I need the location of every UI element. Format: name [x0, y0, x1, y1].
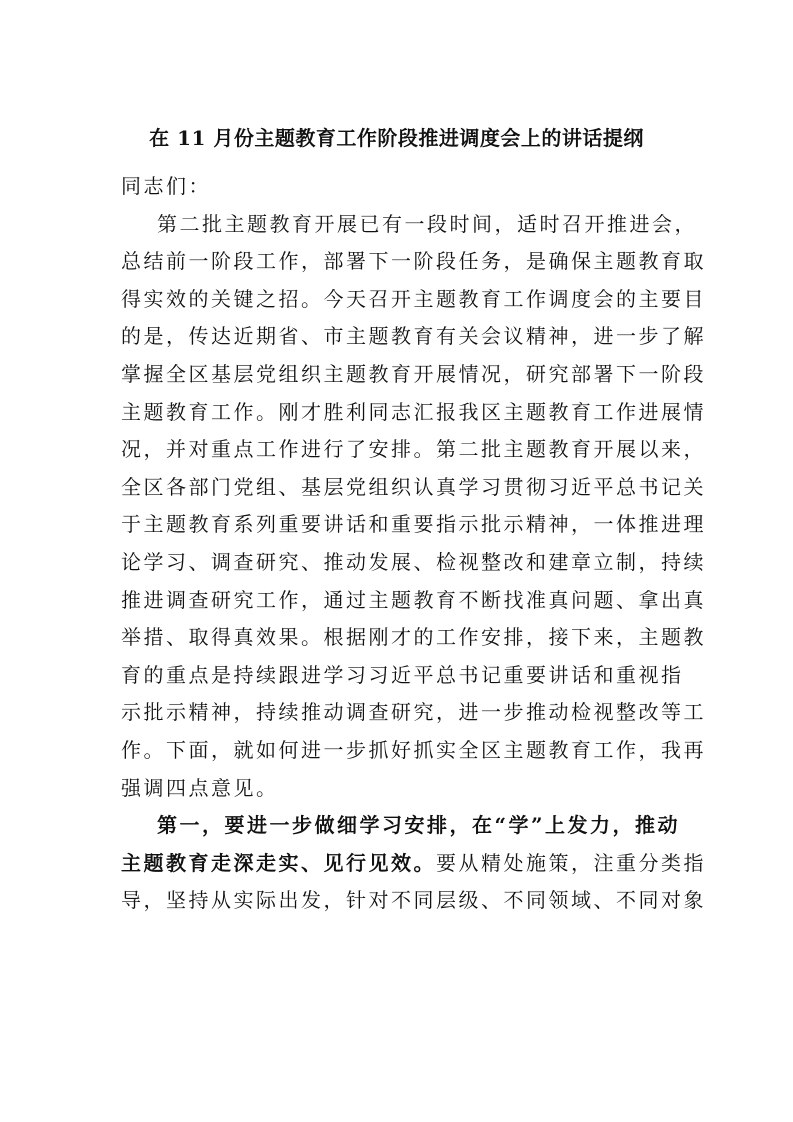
document-body	[121, 168, 706, 920]
paragraph-line: 强调四点意见。	[121, 775, 279, 800]
paragraph-line: 育的重点是持续跟进学习习近平总书记重要讲话和重视指	[121, 662, 684, 687]
point-one-heading-end: 主题教育走深走实、见行见效。	[121, 850, 436, 875]
paragraph-line: 第二批主题教育开展已有一段时间，适时召开推进会，	[157, 211, 697, 236]
paragraph-line: 举措、取得真效果。根据刚才的工作安排，接下来，主题教	[121, 625, 706, 650]
paragraph-line: 作。下面，就如何进一步抓好抓实全区主题教育工作，我再	[121, 737, 706, 762]
paragraph-line: 主题教育工作。刚才胜利同志汇报我区主题教育工作进展情	[121, 399, 706, 424]
salutation: 同志们：	[121, 174, 211, 198]
document-title: 在 11 月份主题教育工作阶段推进调度会上的讲话提纲	[149, 126, 644, 150]
paragraph-line: 的是，传达近期省、市主题教育有关会议精神，进一步了解	[121, 324, 706, 349]
paragraph-line: 得实效的关键之招。今天召开主题教育工作调度会的主要目	[121, 286, 706, 311]
point-one-line	[121, 845, 706, 883]
paragraph-line: 全区各部门党组、基层党组织认真学习贯彻习近平总书记关	[121, 474, 706, 499]
point-one-text: 要从精处施策，注重分类指	[436, 850, 706, 875]
point-one-heading: 第一，要进一步做细学习安排，在“学”上发力，推动	[157, 813, 681, 838]
paragraph-line: 示批示精神，持续推动调查研究，进一步推动检视整改等工	[121, 700, 706, 725]
paragraph-line: 于主题教育系列重要讲话和重要指示批示精神，一体推进理	[121, 512, 706, 537]
paragraph-line: 推进调查研究工作，通过主题教育不断找准真问题、拿出真	[121, 587, 706, 612]
point-one-line: 导，坚持从实际出发，针对不同层级、不同领域、不同对象	[121, 888, 706, 913]
paragraph-line: 况，并对重点工作进行了安排。第二批主题教育开展以来，	[121, 437, 706, 462]
paragraph-line: 掌握全区基层党组织主题教育开展情况，研究部署下一阶段	[121, 361, 706, 386]
paragraph-line: 论学习、调查研究、推动发展、检视整改和建章立制，持续	[121, 549, 706, 574]
paragraph-line: 总结前一阶段工作，部署下一阶段任务，是确保主题教育取	[121, 249, 706, 274]
